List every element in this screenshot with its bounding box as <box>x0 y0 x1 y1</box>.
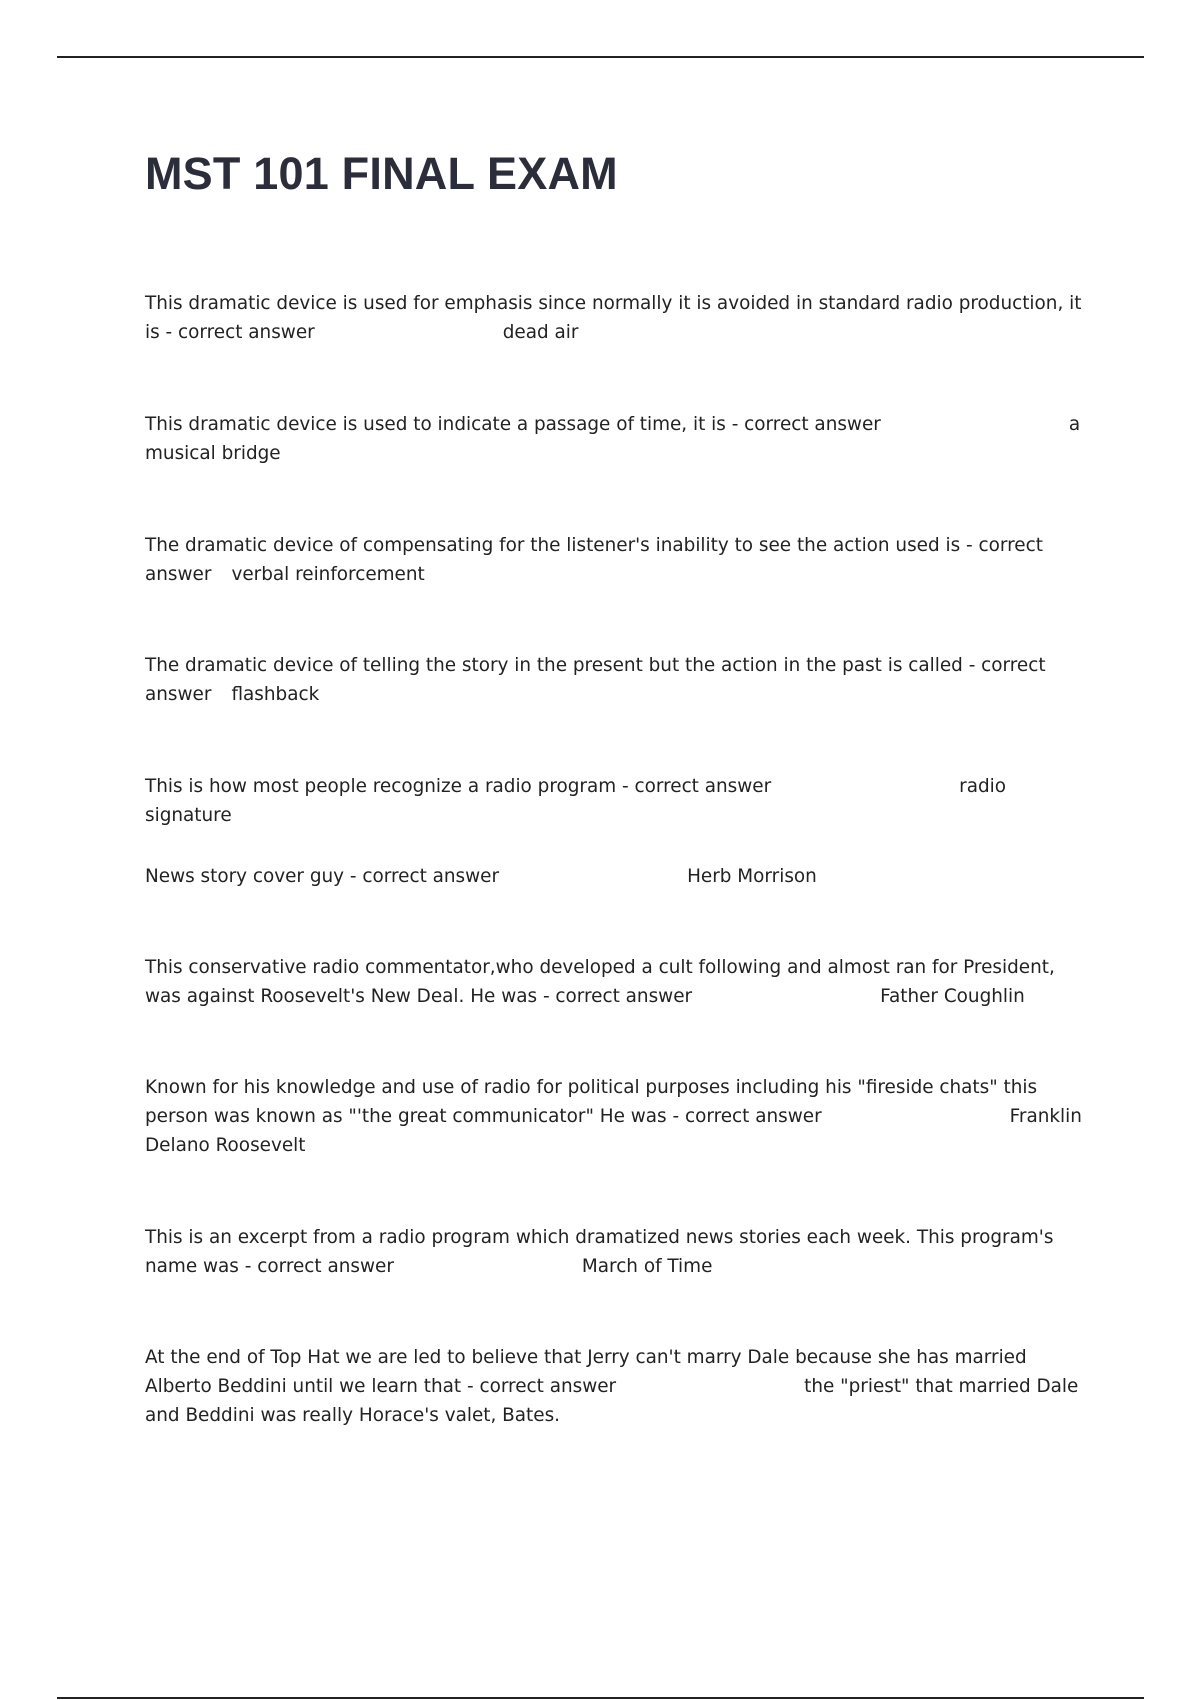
answer-text: a musical bridge <box>145 414 1081 464</box>
answer-separator: - correct answer <box>725 414 881 435</box>
answer-text: verbal reinforcement <box>231 564 425 585</box>
qa-item-6 <box>145 862 1087 891</box>
qa-item-7 <box>145 953 1087 1011</box>
qa-item-1 <box>145 289 1087 347</box>
qa-item-5 <box>145 772 1087 830</box>
answer-separator: - correct answer <box>616 776 772 797</box>
answer-separator: - correct answer <box>537 986 693 1007</box>
qa-item-8 <box>145 1073 1087 1160</box>
answer-text: March of Time <box>581 1256 713 1277</box>
answer-text: radio signature <box>145 776 1007 826</box>
answer-separator: - correct answer <box>145 535 1043 585</box>
answer-text: Father Coughlin <box>880 986 1025 1007</box>
answer-separator: - correct answer <box>238 1256 394 1277</box>
question-text: This dramatic device is used for emphasis since normally it is avoided in standard radio production, it is <box>145 293 1082 343</box>
question-text: Known for his knowledge and use of radio for political purposes including his "fireside chats" this person was known as "'the great communicator" He was <box>145 1077 1038 1127</box>
question-text: This is an excerpt from a radio program which dramatized news stories each week. This program's name was <box>145 1227 1054 1277</box>
qa-item-9 <box>145 1223 1087 1281</box>
question-text: The dramatic device of telling the story in the present but the action in the past is called <box>145 655 963 676</box>
qa-item-2 <box>145 410 1087 468</box>
page-title: MST 101 FINAL EXAM <box>145 148 618 199</box>
qa-item-3 <box>145 531 1087 589</box>
answer-text: the "priest" that married Dale and Beddini was really Horace's valet, Bates. <box>145 1376 1079 1426</box>
question-text: At the end of Top Hat we are led to believe that Jerry can't marry Dale because she has married Alberto Beddini until we learn that <box>145 1347 1027 1397</box>
top-rule <box>57 56 1144 58</box>
qa-item-4 <box>145 651 1087 709</box>
answer-text: flashback <box>231 684 320 705</box>
answer-text: dead air <box>502 322 579 343</box>
bottom-rule <box>57 1697 1144 1699</box>
qa-item-10 <box>145 1343 1087 1430</box>
question-text: News story cover guy <box>145 866 345 887</box>
answer-separator: - correct answer <box>666 1106 822 1127</box>
question-text: This conservative radio commentator,who developed a cult following and almost ran for President, was against Roosevelt's New Deal. He was <box>145 957 1055 1007</box>
answer-text: Herb Morrison <box>687 866 817 887</box>
question-text: This dramatic device is used to indicate a passage of time, it is <box>145 414 726 435</box>
answer-separator: - correct answer <box>145 655 1046 705</box>
answer-text: Franklin Delano Roosevelt <box>145 1106 1082 1156</box>
question-text: This is how most people recognize a radio program <box>145 776 617 797</box>
answer-separator: - correct answer <box>344 866 500 887</box>
answer-separator: - correct answer <box>159 322 315 343</box>
question-text: The dramatic device of compensating for the listener's inability to see the action used is <box>145 535 961 556</box>
answer-separator: - correct answer <box>461 1376 617 1397</box>
